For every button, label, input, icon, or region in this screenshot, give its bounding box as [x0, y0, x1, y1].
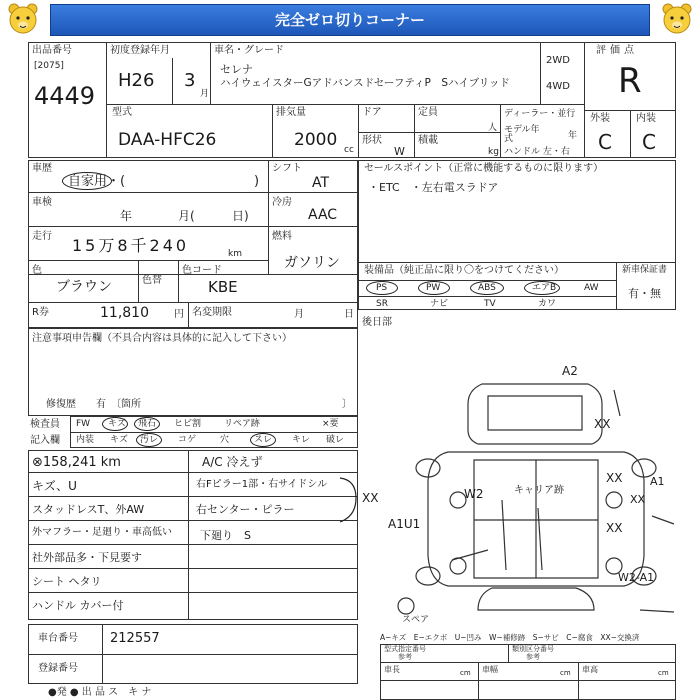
equip-ps: PS [376, 283, 388, 293]
height-label: 車高 [582, 665, 598, 674]
width-unit: cm [560, 669, 571, 677]
new-car-value: 有・無 [628, 287, 661, 300]
new-car-label: 新車保証書 [622, 265, 668, 275]
form-left-label: 型式指定番号 [384, 645, 426, 653]
form-left-ref: 参考 [398, 653, 412, 661]
disp-unit: cc [344, 145, 354, 155]
type-label: 型式 [112, 107, 132, 118]
equip-pw: PW [426, 283, 441, 293]
comment-right-2: 右Fピラー1部・右サイドシル [196, 479, 328, 490]
recycle-value: 11,810 [100, 305, 149, 321]
drive-2wd: 2WD [546, 55, 570, 66]
equip-leather: カワ [538, 299, 557, 309]
mileage-label: 走行 [32, 231, 52, 242]
form-right-label: 類別区分番号 [512, 645, 554, 653]
footer-bottom-text: ●発 ● 出 品 ス キ ナ [48, 687, 162, 698]
auction-sheet [28, 40, 676, 700]
insp-hibi: ヒビ割 [174, 419, 202, 429]
mark-a1u1: A1U1 [388, 517, 421, 531]
fuel-label: 燃料 [272, 231, 292, 242]
insp-fw: FW [76, 419, 91, 429]
bear-mascot-right-icon [660, 2, 694, 38]
equip-abs: ABS [478, 283, 496, 293]
comment-left-2: キズ、U [32, 479, 77, 493]
mark-carrier-note: キャリア跡 [514, 485, 564, 496]
mark-w2-a1: W2-A1 [618, 571, 655, 584]
rating-label: 評価点 [596, 45, 638, 56]
color-code-label: 色コード [182, 265, 222, 276]
entry-kire: キレ [292, 435, 310, 445]
entry-yogore: 汚レ [140, 435, 159, 445]
mark-xx-right-1: XX [606, 471, 623, 485]
interior-label: 内装 [636, 113, 656, 124]
history-label: 車歴 [32, 163, 52, 174]
caution-label: 注意事項申告欄（不具合内容は具体的に記入して下さい） [32, 333, 292, 344]
color-code: KBE [208, 278, 238, 296]
mileage-unit: km [228, 249, 242, 259]
form-right-ref: 参考 [526, 653, 540, 661]
inspection-day: 日) [232, 209, 249, 223]
grade: ハイウェイスターGアドバンスドセーフティP Sハイブリッド [220, 77, 510, 89]
tax-month: 月 [294, 309, 304, 320]
capacity-label: 定員 [418, 107, 438, 118]
spare-label: スペア [402, 615, 430, 625]
sales-points: ・ETC ・左右電スラドア [368, 181, 499, 194]
repair-label: 修復歴 有 〔箇所 [46, 399, 141, 410]
entry-naiso: 内装 [76, 435, 95, 445]
disp-value: 2000 [294, 130, 338, 150]
exterior-grade: C [598, 130, 612, 154]
entry-yabure: 破レ [326, 435, 345, 445]
history-close: ) [254, 174, 260, 189]
model-year-label: モデル年式 [504, 125, 540, 144]
exterior-label: 外装 [590, 113, 610, 124]
width-label: 車幅 [482, 665, 498, 674]
comment-left-3: スタッドレスT、外AW [32, 503, 145, 516]
handle-label: ハンドル 左・右 [504, 147, 570, 157]
lot-label: 出品番号 [32, 45, 72, 56]
entry-label: 記入欄 [30, 435, 60, 446]
rating-value: R [618, 61, 642, 101]
recycle-unit: 円 [174, 309, 184, 320]
inspector-label: 検査員 [30, 419, 60, 430]
comment-right-4: 下廻り S [200, 529, 251, 542]
registration-label: 登録番号 [38, 663, 78, 674]
equip-sr: SR [376, 299, 388, 309]
ac-value: AAC [308, 207, 338, 223]
tax-label: 名変期限 [192, 307, 232, 318]
entry-sure: スレ [254, 435, 273, 445]
history-value: 自家用・( [68, 174, 126, 189]
color-label: 色 [32, 265, 42, 276]
type-code: DAA-HFC26 [118, 130, 217, 150]
drive-4wd: 4WD [546, 81, 570, 92]
repair-close: 〕 [342, 399, 352, 410]
equip-airbag: エアB [532, 283, 557, 293]
comment-left-4: 外マフラー・足廻り・車高低い [32, 527, 172, 538]
shape-label: 形状 [362, 135, 382, 146]
comment-left-1: ⊗158,241 km [32, 455, 121, 470]
interior-grade: C [642, 130, 656, 154]
year-unit: 年 [568, 131, 578, 141]
load-label: 積載 [418, 135, 438, 146]
equip-aw: AW [584, 283, 599, 293]
shift-label: シフト [272, 163, 302, 174]
shape-value: W [394, 145, 405, 158]
inspection-label: 車検 [32, 197, 52, 208]
chassis-value: 212557 [110, 631, 160, 646]
height-unit: cm [658, 669, 669, 677]
equipment-title: 装備品（純正品に限り〇をつけてください） [364, 265, 564, 276]
reg-month: 3 [184, 70, 196, 91]
mark-xx-right-3: XX [606, 521, 623, 535]
damage-legend: A−キズ E−エクボ U−凹み W−補修跡 S−サビ C−腐食 XX−交換済 [380, 633, 640, 642]
comment-right-3: 右センター・ピラー [196, 503, 295, 516]
after-label: 後日部 [362, 317, 392, 328]
dealer-label: ディーラー・並行 [504, 109, 576, 119]
mark-a1-right: A1 [650, 475, 665, 488]
color-value: ブラウン [56, 279, 112, 295]
chassis-label: 車台番号 [38, 633, 78, 644]
disp-label: 排気量 [276, 107, 306, 118]
insp-hiseki: 飛石 [138, 419, 157, 429]
lot-small: [2075] [34, 61, 64, 71]
mark-w2-center: W2 [464, 487, 484, 501]
load-unit: kg [488, 147, 499, 157]
mark-a2-top: A2 [562, 364, 578, 378]
inspection-year: 年 [120, 209, 133, 223]
color-change-label: 色替 [142, 275, 162, 286]
comment-left-6: シート ヘタリ [32, 575, 102, 588]
bear-mascot-left-icon [6, 2, 40, 38]
equip-tv: TV [484, 299, 496, 309]
insp-kizu: キズ [108, 419, 126, 429]
lot-number: 4449 [34, 82, 96, 110]
insp-repair: リペア跡 [224, 419, 260, 429]
reg-month-unit: 月 [200, 89, 210, 99]
capacity-unit: 人 [488, 123, 498, 133]
fuel-value: ガソリン [284, 255, 340, 271]
banner-title: 完全ゼロ切りコーナー [50, 4, 650, 36]
mark-xx-upper: XX [594, 417, 611, 431]
sales-title: セールスポイント（正常に機能するものに限ります） [364, 163, 604, 174]
ac-label: 冷房 [272, 197, 292, 208]
mileage-value: 15万8千240 [72, 236, 190, 255]
equip-navi: ナビ [430, 299, 449, 309]
recycle-label: R券 [32, 307, 49, 318]
length-label: 車長 [384, 665, 400, 674]
model-name: セレナ [220, 63, 253, 76]
insp-kaname: ×要 [322, 419, 339, 429]
reg-era-year: H26 [118, 70, 155, 91]
door-label: ドア [362, 107, 382, 118]
comment-right-1: A/C 冷えず [202, 455, 263, 469]
length-unit: cm [460, 669, 471, 677]
model-label: 車名・グレード [214, 45, 284, 56]
entry-koge: コゲ [178, 435, 197, 445]
comment-left-7: ハンドル カバー付 [32, 599, 124, 612]
inspection-month: 月( [178, 209, 195, 223]
reg-label: 初度登録年月 [110, 45, 170, 56]
comment-left-5: 社外部品多・下見要す [32, 551, 142, 564]
entry-ana: 穴 [220, 435, 230, 445]
tax-day: 日 [344, 309, 354, 320]
entry-kizu: キズ [110, 435, 128, 445]
shift-value: AT [312, 175, 330, 191]
comment-xx-mark: XX [362, 491, 379, 505]
mark-xx-right-2: XX [630, 493, 646, 506]
